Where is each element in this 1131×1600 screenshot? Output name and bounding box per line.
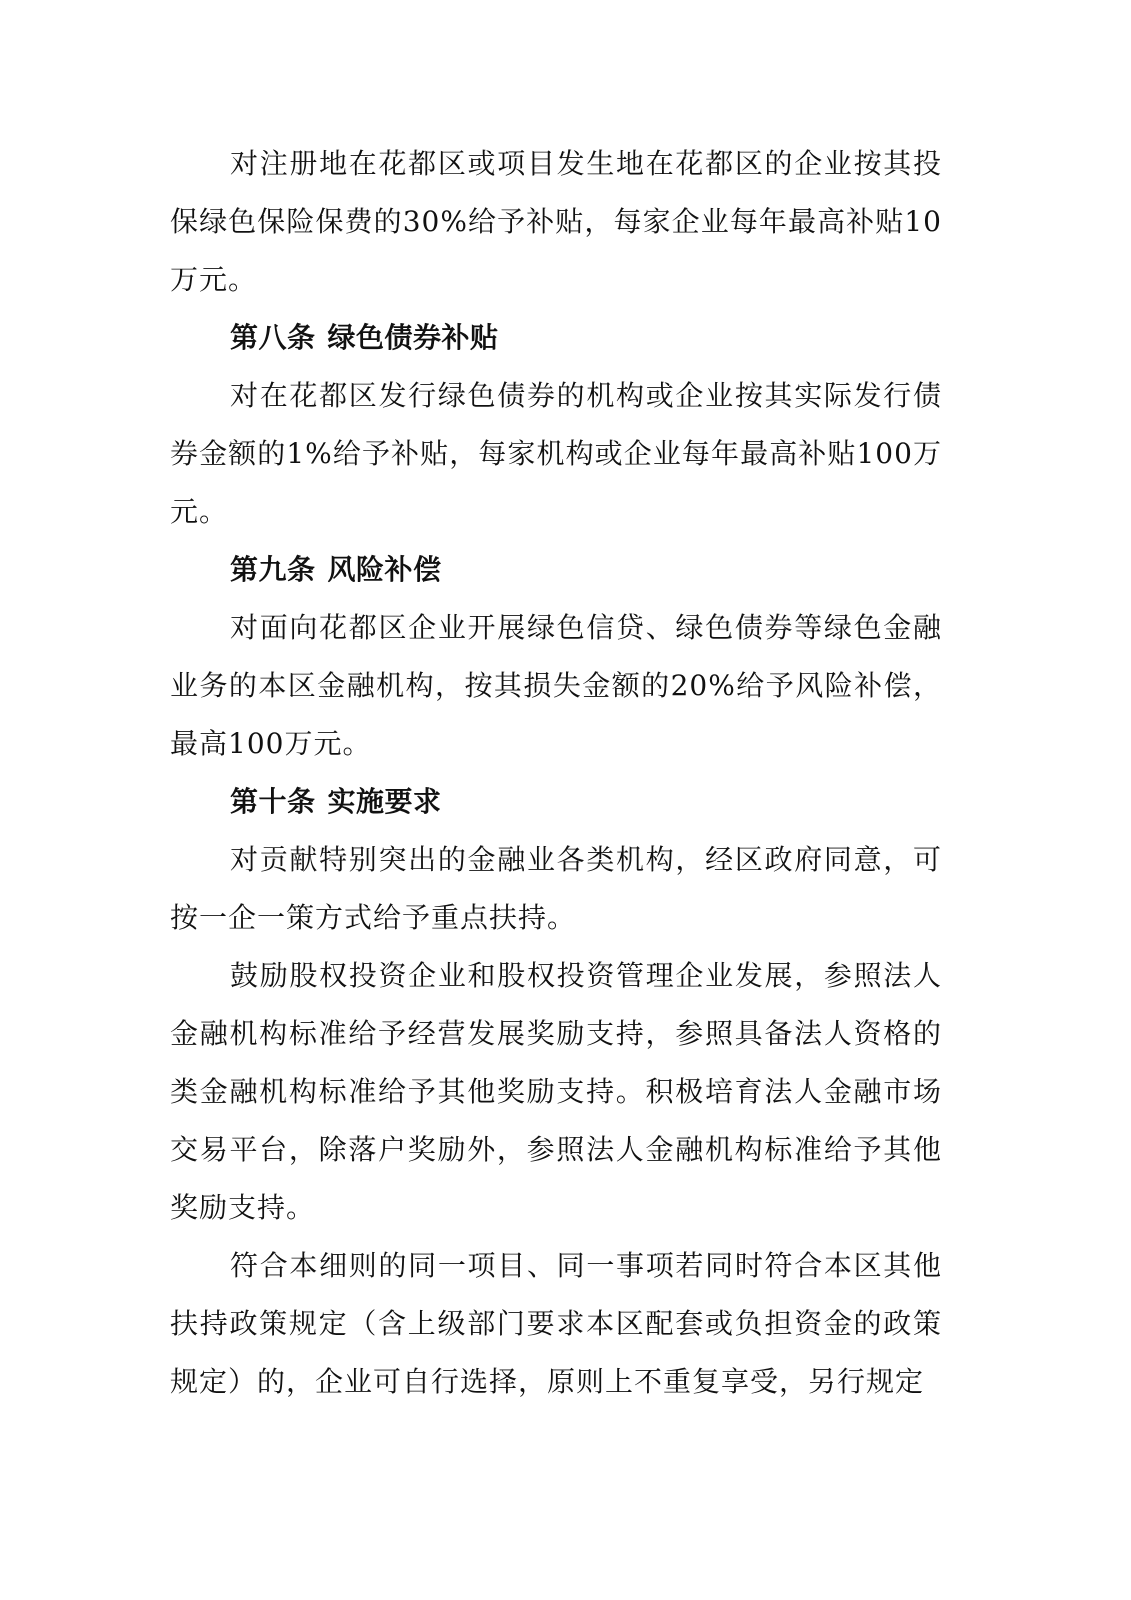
paragraph-green-insurance-subsidy: 对注册地在花都区或项目发生地在花都区的企业按其投保绿色保险保费的30%给予补贴，每家企业每年最高补贴10万元。 bbox=[170, 147, 942, 296]
article-title: 实施要求 bbox=[327, 785, 442, 818]
article-heading-8 bbox=[170, 309, 942, 367]
article-number: 第十条 bbox=[230, 785, 316, 818]
article-title: 绿色债券补贴 bbox=[327, 321, 499, 354]
paragraph-green-bond-subsidy: 对在花都区发行绿色债券的机构或企业按其实际发行债券金额的1%给予补贴，每家机构或企业每年最高补贴100万元。 bbox=[170, 379, 942, 528]
article-heading-9 bbox=[170, 541, 942, 599]
paragraph-equity-investment: 鼓励股权投资企业和股权投资管理企业发展，参照法人金融机构标准给予经营发展奖励支持，参照具备法人资格的类金融机构标准给予其他奖励支持。积极培育法人金融市场交易平台，除落户奖励外，参照法人金融机构标准给予其他奖励支持。 bbox=[170, 959, 942, 1224]
article-title: 风险补偿 bbox=[327, 553, 442, 586]
paragraph-risk-compensation: 对面向花都区企业开展绿色信贷、绿色债券等绿色金融业务的本区金融机构，按其损失金额的20%给予风险补偿，最高100万元。 bbox=[170, 611, 942, 760]
article-number: 第八条 bbox=[230, 321, 316, 354]
paragraph-no-duplicate-benefits: 符合本细则的同一项目、同一事项若同时符合本区其他扶持政策规定（含上级部门要求本区配套或负担资金的政策规定）的，企业可自行选择，原则上不重复享受，另行规定 bbox=[170, 1249, 942, 1398]
article-number: 第九条 bbox=[230, 553, 316, 586]
article-heading-10 bbox=[170, 773, 942, 831]
document-body bbox=[170, 135, 942, 1411]
paragraph-key-support: 对贡献特别突出的金融业各类机构，经区政府同意，可按一企一策方式给予重点扶持。 bbox=[170, 843, 942, 934]
